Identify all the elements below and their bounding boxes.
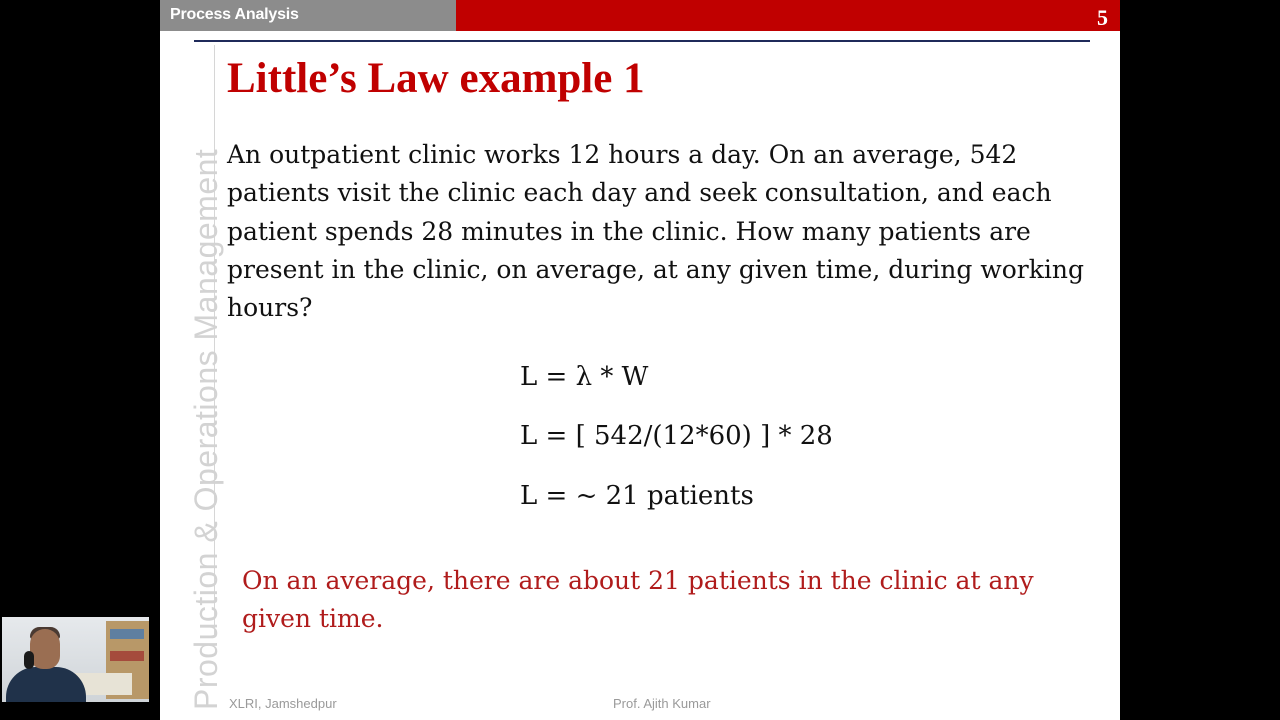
problem-statement: An outpatient clinic works 12 hours a day. On an average, 542 patients visit the clinic each day and seek consultation, and each patient spends 28 minutes in the clinic. How many patients are present in the clinic, on average, at any given time, during working hours? <box>227 140 1084 323</box>
headset-icon <box>24 651 34 669</box>
conclusion-text: On an average, there are about 21 patients in the clinic at any given time. <box>242 566 1034 633</box>
presenter-body <box>6 667 86 702</box>
title-divider <box>194 40 1090 42</box>
header-bar-gray <box>160 0 456 31</box>
presenter-webcam <box>2 617 149 702</box>
course-vertical-label: Production & Operations Management <box>188 148 224 710</box>
footer-institution: XLRI, Jamshedpur <box>229 696 337 711</box>
header-bar-red <box>456 0 1120 31</box>
footer-presenter: Prof. Ajith Kumar <box>613 696 711 711</box>
equation-substitution: L = [ 542/(12*60) ] * 28 <box>520 421 833 451</box>
webcam-books <box>110 651 144 661</box>
equation-result: L = ~ 21 patients <box>520 481 754 511</box>
slide <box>160 0 1120 720</box>
presenter-head <box>30 629 60 669</box>
section-label: Process Analysis <box>170 6 299 23</box>
slide-title: Little’s Law example 1 <box>227 55 645 102</box>
equation-formula: L = λ * W <box>520 362 649 392</box>
slide-number: 5 <box>1097 5 1108 30</box>
webcam-books <box>110 629 144 639</box>
